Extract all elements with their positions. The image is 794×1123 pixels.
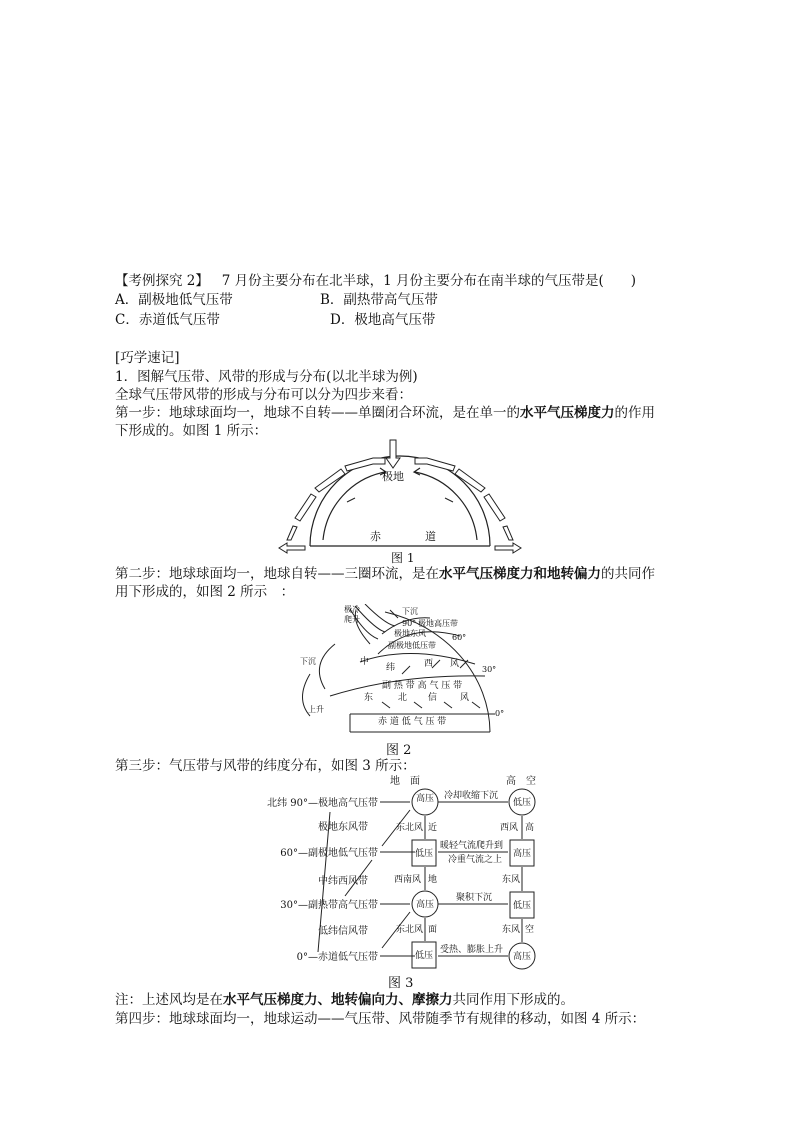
vchar-1: 近	[428, 823, 438, 833]
figure-3	[250, 772, 550, 972]
polar-east-label: 极地东风	[394, 629, 426, 638]
option-c: C．赤道低气压带	[115, 312, 220, 328]
process-3: 冷重气流之上	[448, 855, 503, 865]
step2-line2: 用下形成的，如图 2 所示 ：	[115, 584, 295, 600]
ground-cell-3-label: 高压	[415, 900, 435, 910]
process-4: 聚积下沉	[456, 893, 493, 903]
polar-high-label: 极地高压带	[418, 619, 458, 628]
option-d: D．极地高气压带	[330, 312, 436, 328]
belt-2: 极地东风带	[318, 822, 368, 833]
westerly-2: 纬	[386, 663, 396, 673]
process-1: 冷却收缩下沉	[444, 791, 499, 801]
air-vchar-2: 空	[525, 925, 535, 935]
air-wind-3: 东风	[502, 925, 521, 935]
question-text: 7 月份主要分布在北半球，1 月份主要分布在南半球的气压带是( )	[221, 273, 637, 289]
lat0-label: 0°	[495, 709, 505, 718]
step2-line1	[115, 565, 655, 583]
step1-text-c: 的作用	[614, 405, 655, 421]
step1-line1	[115, 404, 655, 422]
figure-1-caption: 图 1	[391, 551, 415, 565]
step2-text-a: 第二步：地球球面均一，地球自转——三圈环流，是在	[115, 566, 439, 582]
lat60-label: 60°	[452, 633, 467, 642]
subpolar-low-label: 副极地低压带	[388, 641, 436, 650]
air-cell-4-label: 高压	[512, 952, 532, 962]
figure-2-caption: 图 2	[386, 743, 412, 758]
figure-1	[275, 436, 525, 566]
step4-line: 第四步：地球球面均一，地球运动——气压带、风带随季节有规律的移动，如图 4 所示：	[115, 1011, 646, 1027]
trade-3: 信	[428, 693, 438, 703]
air-header: 高 空	[506, 776, 536, 787]
left-outer-arrow-4	[287, 526, 297, 540]
equator-low-label: 赤 道 低 气 压 带	[378, 717, 447, 727]
trade-1: 东	[364, 693, 374, 703]
air-cell-3-label: 低压	[512, 901, 532, 911]
trade-2: 北	[398, 693, 408, 703]
wind-2: 西南风	[394, 875, 422, 885]
right-ground-arrow	[495, 543, 521, 553]
belt-7: 0°—赤道低气压带	[296, 952, 378, 963]
polar-climb-label: 爬升	[344, 615, 360, 624]
wind-1: 东北风	[396, 823, 424, 833]
belt-3: 60°—副极地低气压带	[280, 848, 378, 859]
question-stem	[115, 272, 636, 290]
ground-cell-1-label: 高压	[415, 794, 435, 804]
note-text-a: 注：上述风均是在	[115, 992, 223, 1008]
left-loop	[319, 644, 335, 689]
right-outer-arrow-4	[503, 526, 513, 540]
intro-text: 全球气压带风带的形成与分布可以分为四步来看：	[115, 387, 412, 403]
right-outer-arrow-3	[484, 494, 505, 521]
belt-4: 中纬西风带	[318, 876, 368, 887]
step1-line2: 下形成的。如图 1 所示：	[115, 423, 268, 439]
wind-3: 东北风	[396, 925, 424, 935]
process-5: 受热、膨胀上升	[440, 945, 504, 955]
ground-cell-4-label: 低压	[414, 951, 434, 961]
step3-line: 第三步：气压带与风带的纬度分布，如图 3 所示：	[115, 758, 416, 774]
sink-left-label: 下沉	[300, 657, 316, 666]
step1-text-a: 第一步：地球球面均一，地球不自转——单圈闭合环流，是在单一的	[115, 405, 520, 421]
left-ground-arrow	[279, 543, 305, 553]
note-bold: 水平气压梯度力、地转偏向力、摩擦力	[223, 992, 453, 1008]
polar-cold-label: 极冷	[344, 605, 360, 614]
ground-cell-2-label: 低压	[414, 849, 434, 859]
question-head: 【考例探究 2】	[115, 273, 209, 289]
left-outer-arrow-1	[345, 458, 385, 471]
vchar-3: 面	[428, 925, 438, 935]
belt-1: 北纬 90°—极地高气压带	[267, 798, 378, 809]
vchar-2: 地	[428, 875, 438, 885]
lat30-label: 30°	[482, 665, 497, 674]
subtropical-label: 副 热 带 高 气 压 带	[382, 681, 463, 691]
equator-label-1: 赤	[370, 530, 381, 543]
trade-4: 风	[460, 693, 470, 703]
air-wind-2: 东风	[502, 875, 521, 885]
westerly-1: 中	[360, 657, 370, 667]
figure-3-caption: 图 3	[388, 976, 414, 991]
step2-text-c: 的共同作	[601, 566, 655, 582]
option-a: A．副极地低气压带	[115, 292, 233, 308]
right-outer-arrow-1	[415, 458, 455, 471]
top-sink-arrow	[386, 440, 400, 468]
belt-5: 30°—副热带高气压带	[280, 900, 378, 911]
rise-left-label: 上升	[308, 705, 324, 714]
air-cell-1-label: 低压	[512, 798, 532, 808]
left-outer-arrow-3	[295, 494, 316, 521]
lat90-label: 90°	[402, 619, 417, 628]
step1-bold: 水平气压梯度力	[520, 405, 615, 421]
westerly-3: 西	[424, 659, 434, 669]
section-title: [巧学速记]	[115, 350, 180, 366]
process-2: 暖轻气流爬升到	[440, 841, 504, 851]
air-vchar-1: 高	[525, 823, 535, 833]
belt-6: 低纬信风带	[318, 926, 368, 937]
equator-label-2: 道	[425, 530, 436, 543]
step2-bold: 水平气压梯度力和地转偏力	[439, 566, 601, 582]
option-b: B．副热带高气压带	[320, 292, 438, 308]
air-wind-1: 西风	[500, 823, 519, 833]
ground-header: 地 面	[390, 776, 420, 787]
heading-1: 1．图解气压带、风带的形成与分布(以北半球为例)	[115, 369, 418, 385]
note-text-c: 共同作用下形成的。	[452, 992, 574, 1008]
note-line	[115, 991, 574, 1009]
westerly-4: 风	[450, 659, 460, 669]
sink-top-label: 下沉	[402, 607, 418, 616]
pole-label: 极地	[382, 470, 404, 483]
air-cell-2-label: 高压	[512, 849, 532, 859]
figure-2	[290, 604, 510, 734]
